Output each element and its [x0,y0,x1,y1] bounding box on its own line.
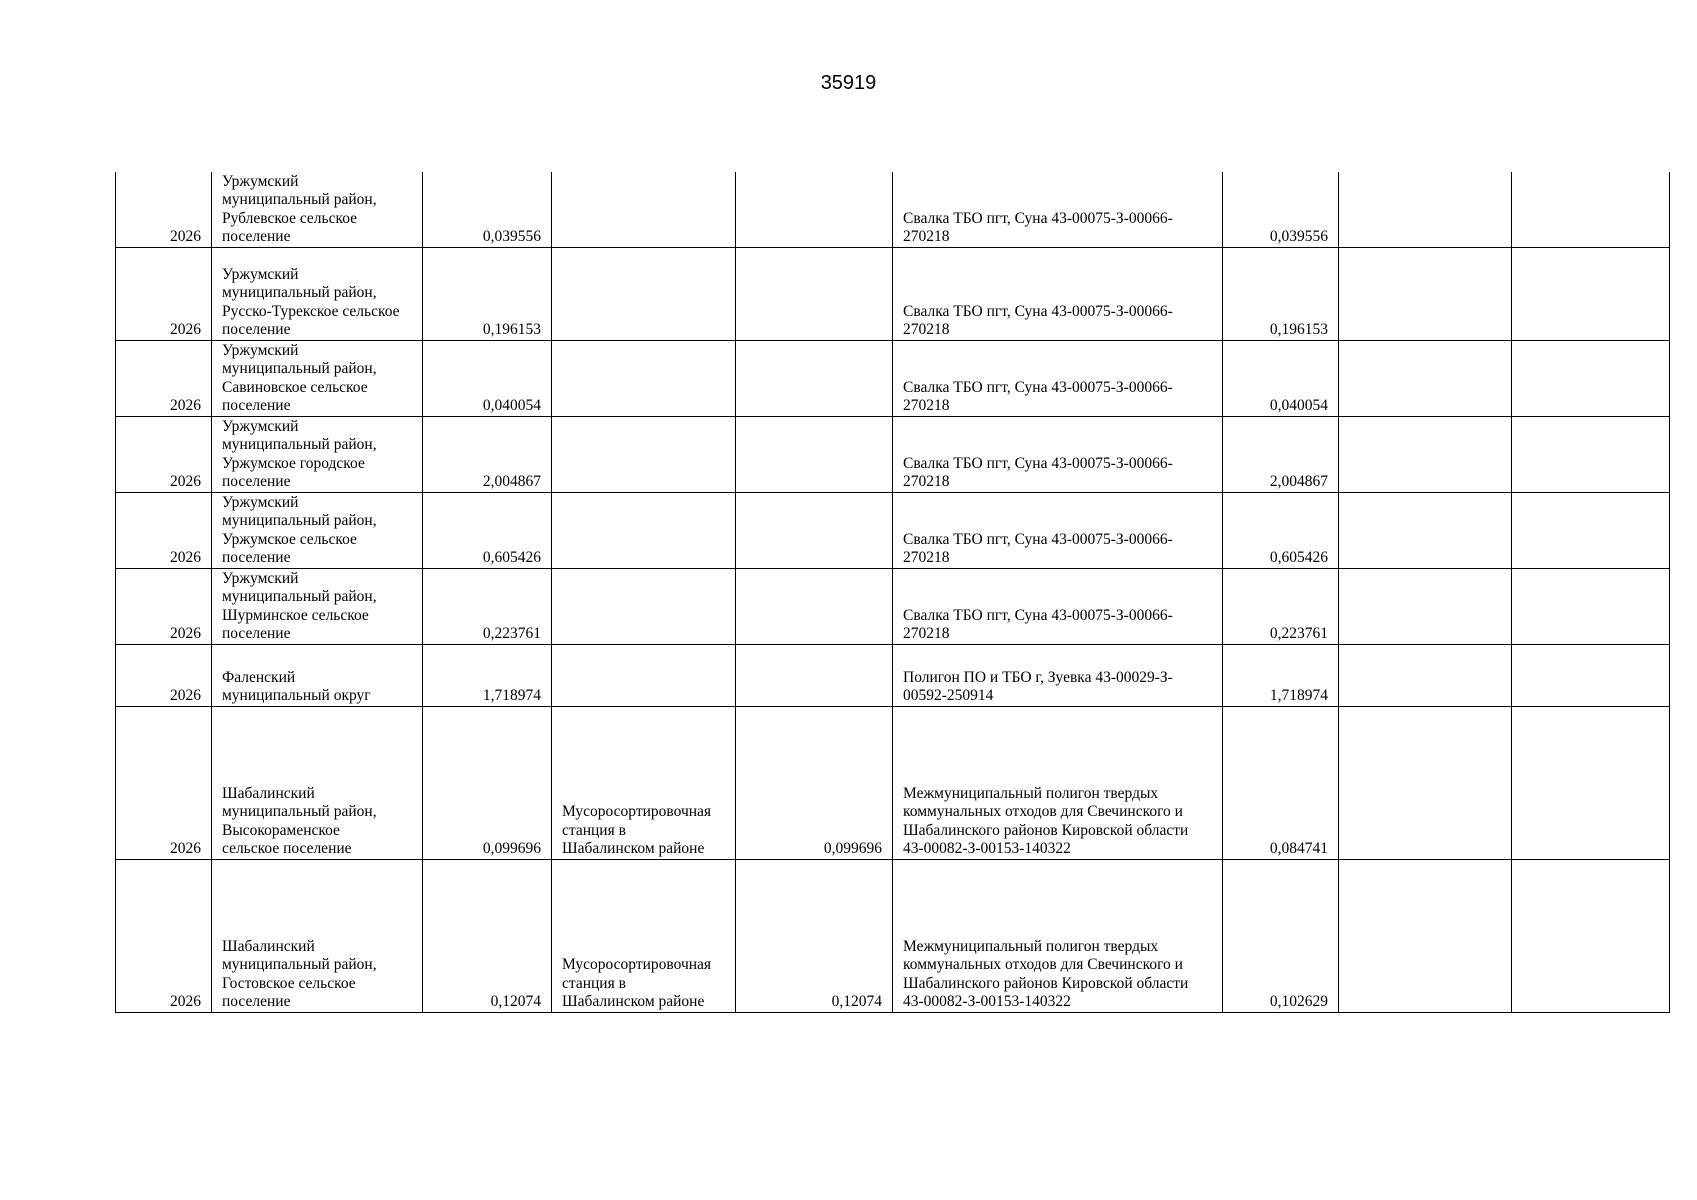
empty-cell [1339,706,1512,859]
empty-cell [1512,340,1670,416]
station-mass-cell [736,416,893,492]
landfill-mass-cell: 0,223761 [1223,568,1339,644]
landfill-cell: Свалка ТБО пгт, Суна 43-00075-З-00066- 270218 [893,492,1223,568]
empty-cell [1339,859,1512,1012]
landfill-mass-cell: 0,102629 [1223,859,1339,1012]
empty-cell [1512,416,1670,492]
empty-cell [1339,247,1512,340]
municipality-cell: Уржумский муниципальный район, Уржумское сельское поселение [212,492,423,568]
mass-cell: 0,039556 [423,172,552,247]
station-mass-cell [736,568,893,644]
municipality-cell: Шабалинский муниципальный район, Гостовское сельское поселение [212,859,423,1012]
year-cell: 2026 [116,706,212,859]
station-mass-cell [736,172,893,247]
year-cell: 2026 [116,492,212,568]
table-row [116,644,1670,706]
table-row [116,416,1670,492]
municipality-cell: Уржумский муниципальный район, Русско-Турекское сельское поселение [212,247,423,340]
landfill-mass-cell: 2,004867 [1223,416,1339,492]
empty-cell [1512,492,1670,568]
empty-cell [1512,172,1670,247]
landfill-cell: Свалка ТБО пгт, Суна 43-00075-З-00066- 270218 [893,416,1223,492]
year-cell: 2026 [116,416,212,492]
landfill-cell: Межмуниципальный полигон твердых коммунальных отходов для Свечинского и Шабалинского районов Кировской области 43-00082-З-00153-140322 [893,859,1223,1012]
empty-cell [1339,172,1512,247]
landfill-cell: Полигон ПО и ТБО г, Зуевка 43-00029-З- 00592-250914 [893,644,1223,706]
station-mass-cell [736,340,893,416]
mass-cell: 1,718974 [423,644,552,706]
year-cell: 2026 [116,172,212,247]
municipality-cell: Фаленский муниципальный округ [212,644,423,706]
municipality-cell: Уржумский муниципальный район, Савиновское сельское поселение [212,340,423,416]
sorting-station-cell [552,568,736,644]
empty-cell [1512,644,1670,706]
year-cell: 2026 [116,859,212,1012]
landfill-cell: Свалка ТБО пгт, Суна 43-00075-З-00066- 270218 [893,247,1223,340]
station-mass-cell: 0,099696 [736,706,893,859]
table-row [116,172,1670,247]
sorting-station-cell [552,644,736,706]
sorting-station-cell [552,340,736,416]
year-cell: 2026 [116,340,212,416]
table-row [116,247,1670,340]
landfill-mass-cell: 0,040054 [1223,340,1339,416]
sorting-station-cell: Мусоросортировочная станция в Шабалинском районе [552,859,736,1012]
sorting-station-cell: Мусоросортировочная станция в Шабалинском районе [552,706,736,859]
mass-cell: 2,004867 [423,416,552,492]
municipality-cell: Уржумский муниципальный район, Шурминское сельское поселение [212,568,423,644]
year-cell: 2026 [116,568,212,644]
sorting-station-cell [552,416,736,492]
station-mass-cell [736,644,893,706]
station-mass-cell: 0,12074 [736,859,893,1012]
year-cell: 2026 [116,644,212,706]
table-row [116,706,1670,859]
table-row [116,568,1670,644]
empty-cell [1339,416,1512,492]
municipality-cell: Уржумский муниципальный район, Рублевское сельское поселение [212,172,423,247]
landfill-cell: Межмуниципальный полигон твердых коммунальных отходов для Свечинского и Шабалинского районов Кировской области 43-00082-З-00153-140322 [893,706,1223,859]
table-row [116,340,1670,416]
mass-cell: 0,099696 [423,706,552,859]
empty-cell [1339,568,1512,644]
station-mass-cell [736,492,893,568]
landfill-cell: Свалка ТБО пгт, Суна 43-00075-З-00066- 270218 [893,340,1223,416]
landfill-mass-cell: 0,039556 [1223,172,1339,247]
landfill-cell: Свалка ТБО пгт, Суна 43-00075-З-00066- 270218 [893,172,1223,247]
landfill-mass-cell: 0,605426 [1223,492,1339,568]
landfill-mass-cell: 0,084741 [1223,706,1339,859]
municipality-cell: Уржумский муниципальный район, Уржумское городское поселение [212,416,423,492]
station-mass-cell [736,247,893,340]
municipality-cell: Шабалинский муниципальный район, Высокораменское сельское поселение [212,706,423,859]
empty-cell [1512,706,1670,859]
sorting-station-cell [552,172,736,247]
mass-cell: 0,12074 [423,859,552,1012]
empty-cell [1339,492,1512,568]
table-row [116,859,1670,1012]
sorting-station-cell [552,492,736,568]
page-number: 35919 [820,72,877,94]
landfill-cell: Свалка ТБО пгт, Суна 43-00075-З-00066- 270218 [893,568,1223,644]
empty-cell [1339,644,1512,706]
mass-cell: 0,040054 [423,340,552,416]
mass-cell: 0,223761 [423,568,552,644]
mass-cell: 0,196153 [423,247,552,340]
landfill-mass-cell: 1,718974 [1223,644,1339,706]
empty-cell [1512,859,1670,1012]
empty-cell [1339,340,1512,416]
year-cell: 2026 [116,247,212,340]
table-row [116,492,1670,568]
empty-cell [1512,247,1670,340]
landfill-mass-cell: 0,196153 [1223,247,1339,340]
mass-cell: 0,605426 [423,492,552,568]
sorting-station-cell [552,247,736,340]
waste-flow-table [115,172,1670,1013]
empty-cell [1512,568,1670,644]
